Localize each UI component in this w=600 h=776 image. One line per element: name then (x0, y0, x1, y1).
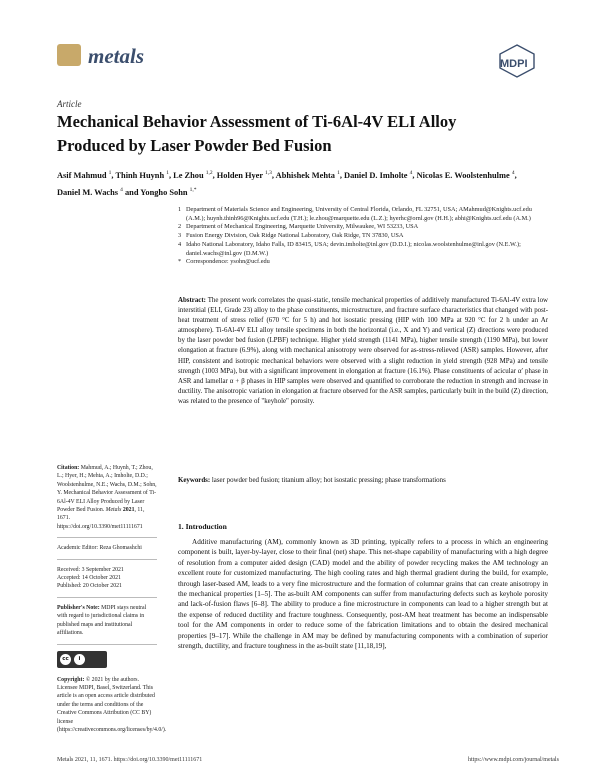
received-date: Received: 3 September 2021 (57, 566, 124, 573)
keywords-text: laser powder bed fusion; titanium alloy; hot isostatic pressing; phase transformations (211, 477, 446, 484)
author[interactable]: Abhishek Mehta $^1$ (275, 170, 340, 180)
abstract-label: Abstract: (178, 297, 206, 304)
author[interactable]: Asif Mahmud $^1$ (57, 170, 112, 180)
divider (57, 537, 157, 538)
author[interactable]: Nicolas E. Woolstenhulme $^4$ (416, 170, 515, 180)
journal-name: metals (88, 44, 144, 68)
divider (57, 597, 157, 598)
keywords (178, 476, 548, 486)
author[interactable]: Daniel M. Wachs $^4$ (57, 186, 123, 197)
correspondence: * Correspondence: ysohn@ucf.edu (178, 258, 270, 266)
author[interactable]: Le Zhou $^{1,2}$ (173, 170, 213, 180)
affiliation-item: 1 Department of Materials Science and Engineering, University of Central Florida, Orlando, FL 32751, USA; AMahmud@Knights.ucf.edu (A.M.); huynh.thinh96@Knights.ucf.edu (T.H.); le.zhou@marquette.edu (L.Z.); hyerhc@ornl.gov (H.H.); abhi@Knights.ucf.edu (A.M.) (178, 206, 532, 222)
accepted-date: Accepted: 14 October 2021 (57, 575, 121, 582)
abstract-text: The present work correlates the quasi-static, tensile mechanical properties of additively manufactured Ti-6Al-4V extra low interstitial (ELI, Grade 23) alloy to the phase constituents, microstructure, and fracture surface characteristics that changed with post-heat treatment of stress relief (670 °C for 5 h) and hot isostatic pressing (HIP with 100 MPa at 920 °C for 2 h under an Ar atmosphere). Ti-6Al-4V ELI alloy tensile specimens in both the horizontal (i.e., X and Y) and vertical (Z) directions were produced by the laser powder bed fusion (LPBF) technique. Higher yield strength (1141 MPa), higher tensile strength (1190 MPa), but lower elongation at fracture (6.9%), along with mechanical anisotropy were observed for as-stress-relieved (ASR) samples. However, after HIP, consistent and isotropic mechanical behaviors were observed with a slight reduction in yield strength (928 MPa) and tensile strength (1003 MPa), but with a significant improvement in elongation at fracture (16.1%). Phase constituents of acicular α′ phase in ASR and lamellar α + β phases in HIP samples were observed and quantified to corroborate the reduction in strength and increase in ductility. The anisotropic variation in elongation at fracture observed for the ASR samples, particularly built in the build (Z) direction, was related to the presence of "keyhole" porosity. (178, 297, 548, 405)
citation: Citation: Mahmud, A.; Huynh, T.; Zhou, L.; Hyer, H.; Mehta, A.; Imholte, D.D.; Woolstenhulme, N.E.; Wachs, D.M.; Sohn, Y. Mechanical Behavior Assessment of Ti-6Al-4V ELI Alloy Produced by Laser Powder Bed Fusion. Metals 2021, 11, 1671. https://doi.org/10.3390/met11111671 (57, 465, 157, 530)
publisher-name: MDPI (500, 58, 528, 70)
author-list: Asif Mahmud $^1$, Thinh Huynh $^1$, Le Zhou $^{1,2}$, Holden Hyer $^{1,3}$, Abhishek Mehta $^1$, Daniel D. Imholte $^4$, Nicolas E. Woolstenhulme $^4$, Daniel M. Wachs $^4$ and Yongho Sohn $^{1,*}$ (57, 170, 517, 197)
keywords-label: Keywords: (178, 477, 211, 484)
copyright: Copyright: © 2021 by the authors. Licensee MDPI, Basel, Switzerland. This article is an open access article distributed under the terms and conditions of the Creative Commons Attribution (CC BY) license (https://creativecommons.org/licenses/by/4.0/). (57, 676, 167, 733)
affiliation-item: 4 Idaho National Laboratory, Idaho Falls, ID 83415, USA; devin.imholte@inl.gov (D.D.I.); nicolas.woolstenhulme@inl.gov (N.E.W.); daniel.wachs@inl.gov (D.M.W.) (178, 240, 521, 257)
affiliations (178, 206, 548, 267)
abstract (178, 296, 548, 407)
affiliation-item: 3 Fusion Energy Division, Oak Ridge National Laboratory, Oak Ridge, TN 37830, USA (178, 232, 404, 240)
introduction-text: Additive manufacturing (AM), commonly known as 3D printing, typically refers to a process in which an engineering component is built, layer-by-layer, close to their final (net) shape. This net-shape capability of manufacturing with a high degree of resolution from a computer aided design (CAD) model and the ability of powder recycling makes the AM technology an excellent route for customized manufacturing. The high cooling rates and high thermal gradient during the build, for example, through laser-based AM, leads to a very fine microstructure and the formation of columnar grains that can create anisotropy in the mechanical properties [1–5]. The as-built AM components can suffer from manufacturing defects such as keyhole porosity and lack-of-fusion flaws [6–8]. The ability to produce a fine microstructure in components can lead to a higher strength but at the expense of reduced ductility and fracture toughness. Consequently, post-AM heat treatment has become an indispensable tool for the AM components in order to reduce some of the fabrication limitations and to obtain the desired mechanical properties [9–17]. While the challenge in AM may be defined by manufacturing components with a combination of superior strength, ductility, and fracture toughness in the as-built state [11,18,19], (178, 538, 548, 651)
paper-title: Mechanical Behavior Assessment of Ti-6Al-4V ELI Alloy Produced by Laser Powder Bed Fusion (57, 112, 457, 155)
sidebar (57, 464, 167, 740)
author[interactable]: Holden Hyer $^{1,3}$ (216, 170, 272, 180)
cc-license-icon[interactable]: cc i (57, 651, 107, 668)
author[interactable]: Thinh Huynh $^1$ (115, 170, 169, 180)
author[interactable]: Daniel D. Imholte $^4$ (344, 170, 413, 180)
author[interactable]: Yongho Sohn $^{1,*}$ (140, 186, 197, 197)
article-type: Article (57, 99, 82, 109)
divider (57, 559, 157, 560)
footer-citation: Metals 2021, 11, 1671. https://doi.org/10.3390/met11111671 (57, 757, 203, 763)
affiliation-item: 2 Department of Mechanical Engineering, Marquette University, Milwaukee, WI 53233, USA (178, 223, 419, 231)
journal-logo-icon (57, 44, 81, 66)
publisher-note: Publisher's Note: MDPI stays neutral with regard to jurisdictional claims in published maps and institutional affiliations. (57, 604, 147, 637)
published-date: Published: 20 October 2021 (57, 583, 122, 590)
section-heading: 1. Introduction (178, 522, 227, 531)
footer-url[interactable]: https://www.mdpi.com/journal/metals (468, 757, 559, 763)
academic-editor: Academic Editor: Reza Ghomashchi (57, 545, 142, 552)
divider (57, 644, 157, 645)
